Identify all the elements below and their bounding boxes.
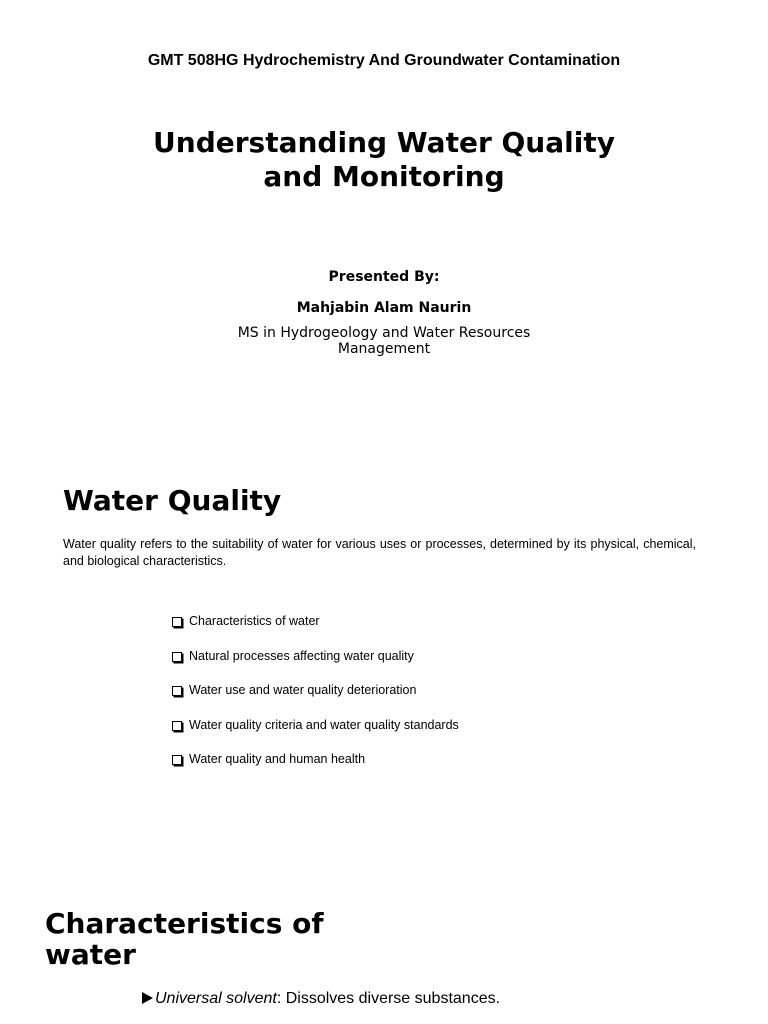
characteristic-description: : Dissolves diverse substances. <box>276 990 501 1007</box>
characteristic-term: Universal solvent <box>155 990 277 1007</box>
water-quality-heading: Water Quality <box>63 484 282 517</box>
topic-list-item <box>172 683 459 718</box>
document-title <box>84 126 684 194</box>
topic-list-item <box>172 718 459 753</box>
document-title-line-1: Understanding Water Quality <box>153 126 615 159</box>
topic-list-item <box>172 614 459 649</box>
topic-list-item <box>172 752 459 787</box>
presenter-role: MS in Hydrogeology and Water Resources Management <box>237 325 531 357</box>
presented-by-label: Presented By: <box>328 269 440 285</box>
topic-label: Characteristics of water <box>189 614 320 628</box>
topic-label: Natural processes affecting water quality <box>189 648 414 663</box>
topic-label: Water quality criteria and water quality standards <box>189 717 459 732</box>
characteristics-heading: Characteristics of water <box>45 907 324 971</box>
topic-list <box>172 614 459 787</box>
topic-label: Water use and water quality deterioration <box>189 683 417 697</box>
checkbox-bullet-icon <box>172 617 182 627</box>
characteristic-point <box>142 990 500 1008</box>
topic-label: Water quality and human health <box>189 752 366 766</box>
topic-list-item <box>172 649 459 684</box>
checkbox-bullet-icon <box>172 652 182 662</box>
checkbox-bullet-icon <box>172 686 182 696</box>
presenter-name: Mahjabin Alam Naurin <box>296 300 472 316</box>
water-quality-definition: Water quality refers to the suitability of water for various uses or processes, determined by its physical, chemical, and biological characteristics. <box>63 537 696 568</box>
arrow-bullet-icon <box>142 992 153 1004</box>
course-title: GMT 508HG Hydrochemistry And Groundwater Contamination <box>147 52 621 69</box>
checkbox-bullet-icon <box>172 721 182 731</box>
checkbox-bullet-icon <box>172 755 182 765</box>
document-title-line-2: and Monitoring <box>263 160 505 193</box>
